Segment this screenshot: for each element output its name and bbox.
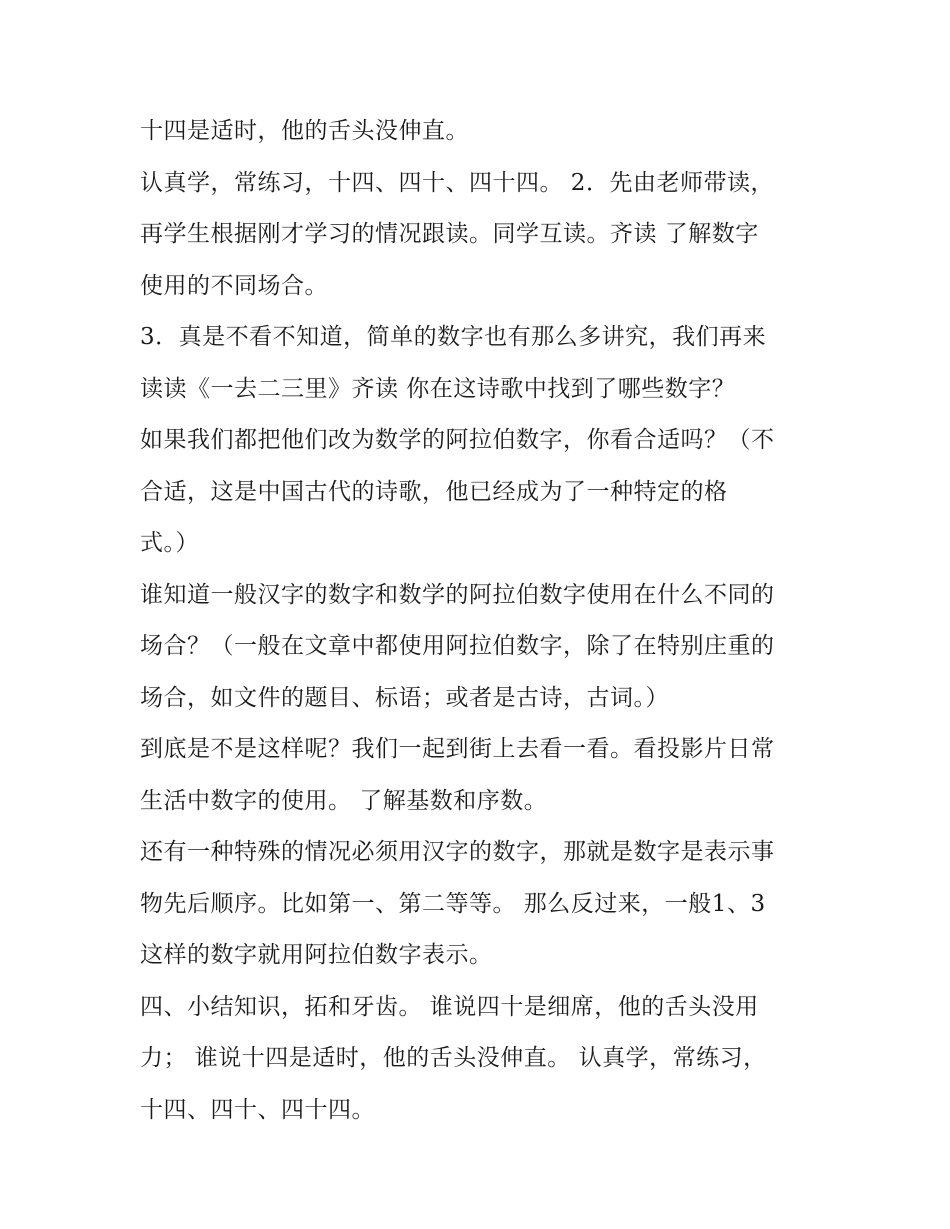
text-line: 读读《一去二三里》齐读 你在这诗歌中找到了哪些数字？ xyxy=(140,375,736,402)
text-line: 如果我们都把他们改为数学的阿拉伯数字，你看合适吗？（不 xyxy=(140,427,775,453)
text-line: 场合？（一般在文章中都使用阿拉伯数字，除了在特别庄重的 xyxy=(140,633,775,659)
text-line: 使用的不同场合。 xyxy=(140,272,328,299)
text-line: 谁知道一般汉字的数字和数学的阿拉伯数字使用在什么不同的 xyxy=(140,581,775,608)
text-line: 合适，这是中国古代的诗歌，他已经成为了一种特定的格 xyxy=(140,478,728,505)
text-line: 式。） xyxy=(140,530,199,556)
text-line: 四、小结知识，拓和牙齿。 谁说四十是细席，他的舌头没用 xyxy=(140,993,759,1020)
text-line: 还有一种特殊的情况必须用汉字的数字，那就是数字是表示事 xyxy=(140,839,775,865)
text-line: 物先后顺序。比如第一、第二等等。 那么反过来，一般1、3 xyxy=(140,890,766,917)
text-line: 十四、四十、四十四。 xyxy=(140,1096,375,1123)
text-line: 3．真是不看不知道，简单的数字也有那么多讲究，我们再来 xyxy=(140,324,767,350)
text-line: 认真学，常练习，十四、四十、四十四。 2．先由老师带读， xyxy=(140,169,774,196)
text-line: 再学生根据刚才学习的情况跟读。同学互读。齐读 了解数字 xyxy=(140,221,759,247)
text-line: 这样的数字就用阿拉伯数字表示。 xyxy=(140,942,493,968)
text-line: 场合，如文件的题目、标语；或者是古诗，古词。） xyxy=(140,684,669,711)
text-line: 力； 谁说十四是适时，他的舌头没伸直。 认真学，常练习， xyxy=(140,1045,767,1071)
document-body xyxy=(140,106,820,1136)
text-line: 生活中数字的使用。 了解基数和序数。 xyxy=(140,787,548,814)
text-line: 到底是不是这样呢？我们一起到街上去看一看。看投影片日常 xyxy=(140,736,775,762)
text-line: 十四是适时，他的舌头没伸直。 xyxy=(140,118,469,144)
